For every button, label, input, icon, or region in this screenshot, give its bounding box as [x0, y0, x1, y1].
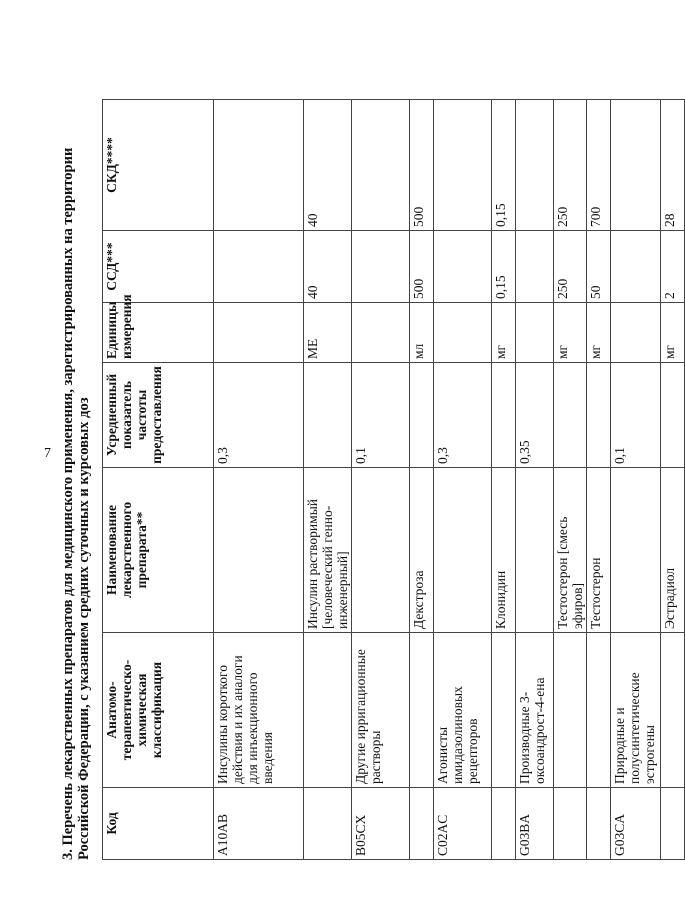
cell-frequency: 0,35	[516, 363, 554, 468]
cell-unit: мг	[587, 303, 611, 363]
cell-drug	[434, 468, 492, 633]
cell-code	[554, 788, 587, 860]
cell-atc: Агонисты имидазолиновых рецепторов	[434, 633, 492, 788]
cell-atc	[587, 633, 611, 788]
table-row	[661, 100, 685, 860]
cell-frequency	[410, 363, 434, 468]
cell-ssd	[434, 231, 492, 303]
cell-ssd	[352, 231, 410, 303]
col-header-drug: Наименование лекарственного препарата**	[103, 468, 214, 633]
cell-unit: мл	[410, 303, 434, 363]
cell-unit	[434, 303, 492, 363]
cell-ssd: 250	[554, 231, 587, 303]
cell-code: A10AB	[214, 788, 304, 860]
cell-skd: 0,15	[492, 100, 516, 231]
table-header-row	[103, 100, 214, 860]
table-row	[611, 100, 661, 860]
cell-unit	[352, 303, 410, 363]
cell-frequency	[554, 363, 587, 468]
table-row	[410, 100, 434, 860]
cell-drug	[352, 468, 410, 633]
table-row	[434, 100, 492, 860]
cell-frequency: 0,3	[214, 363, 304, 468]
page-number: 7	[44, 446, 51, 461]
cell-code: B05CX	[352, 788, 410, 860]
cell-code	[661, 788, 685, 860]
cell-drug	[214, 468, 304, 633]
cell-code	[304, 788, 352, 860]
cell-unit	[214, 303, 304, 363]
col-header-atc: Анатомо-терапевтическо-химическая классификация	[103, 633, 214, 788]
cell-skd	[611, 100, 661, 231]
cell-drug: Декстроза	[410, 468, 434, 633]
col-header-ssd: ССД***	[103, 231, 214, 303]
cell-drug	[611, 468, 661, 633]
cell-ssd: 500	[410, 231, 434, 303]
cell-ssd: 0,15	[492, 231, 516, 303]
cell-atc: Инсулины короткого действия и их аналоги для инъекционного введения	[214, 633, 304, 788]
cell-ssd	[611, 231, 661, 303]
table-row	[304, 100, 352, 860]
rotated-page-content	[60, 60, 677, 860]
col-header-frequency: Усредненный показатель частоты предоставления	[103, 363, 214, 468]
cell-skd: 250	[554, 100, 587, 231]
cell-skd	[434, 100, 492, 231]
table-row	[516, 100, 554, 860]
cell-unit	[516, 303, 554, 363]
drug-table	[102, 99, 685, 860]
col-header-skd: СКД****	[103, 100, 214, 231]
cell-atc: Другие ирригационные растворы	[352, 633, 410, 788]
cell-ssd	[214, 231, 304, 303]
cell-code	[492, 788, 516, 860]
table-row	[352, 100, 410, 860]
cell-atc: Природные и полусинтетические эстрогены	[611, 633, 661, 788]
cell-drug: Инсулин растворимый [человеческий генно-инженерный]	[304, 468, 352, 633]
cell-ssd: 50	[587, 231, 611, 303]
section-heading: 3. Перечень лекарственных препаратов для медицинского применения, зарегистрированных на территории Российской Федерации, с указанием средних суточных и курсовых доз	[60, 147, 92, 860]
cell-frequency: 0,1	[611, 363, 661, 468]
cell-ssd: 2	[661, 231, 685, 303]
cell-drug	[516, 468, 554, 633]
cell-atc	[304, 633, 352, 788]
cell-skd	[214, 100, 304, 231]
cell-code	[410, 788, 434, 860]
cell-unit	[611, 303, 661, 363]
cell-drug: Клонидин	[492, 468, 516, 633]
cell-atc	[410, 633, 434, 788]
cell-skd: 700	[587, 100, 611, 231]
cell-code	[587, 788, 611, 860]
cell-unit: МЕ	[304, 303, 352, 363]
cell-code: G03CA	[611, 788, 661, 860]
col-header-code: Код	[103, 788, 214, 860]
cell-drug: Эстрадиол	[661, 468, 685, 633]
cell-ssd: 40	[304, 231, 352, 303]
table-row	[214, 100, 304, 860]
cell-code: C02AC	[434, 788, 492, 860]
cell-skd	[352, 100, 410, 231]
cell-frequency	[304, 363, 352, 468]
cell-atc: Производные 3-оксоандрост-4-ена	[516, 633, 554, 788]
cell-drug: Тестостерон	[587, 468, 611, 633]
cell-code: G03BA	[516, 788, 554, 860]
cell-skd: 28	[661, 100, 685, 231]
cell-atc	[492, 633, 516, 788]
cell-atc	[661, 633, 685, 788]
cell-frequency	[661, 363, 685, 468]
cell-frequency: 0,1	[352, 363, 410, 468]
table-row	[554, 100, 587, 860]
cell-frequency: 0,3	[434, 363, 492, 468]
cell-frequency	[492, 363, 516, 468]
cell-atc	[554, 633, 587, 788]
cell-unit: мг	[492, 303, 516, 363]
cell-ssd	[516, 231, 554, 303]
cell-skd	[516, 100, 554, 231]
cell-skd: 500	[410, 100, 434, 231]
table-row	[587, 100, 611, 860]
cell-drug: Тестостерон [смесь эфиров]	[554, 468, 587, 633]
cell-unit: мг	[661, 303, 685, 363]
cell-skd: 40	[304, 100, 352, 231]
table-row	[492, 100, 516, 860]
col-header-unit: Единицы измерения	[103, 303, 214, 363]
cell-unit: мг	[554, 303, 587, 363]
cell-frequency	[587, 363, 611, 468]
